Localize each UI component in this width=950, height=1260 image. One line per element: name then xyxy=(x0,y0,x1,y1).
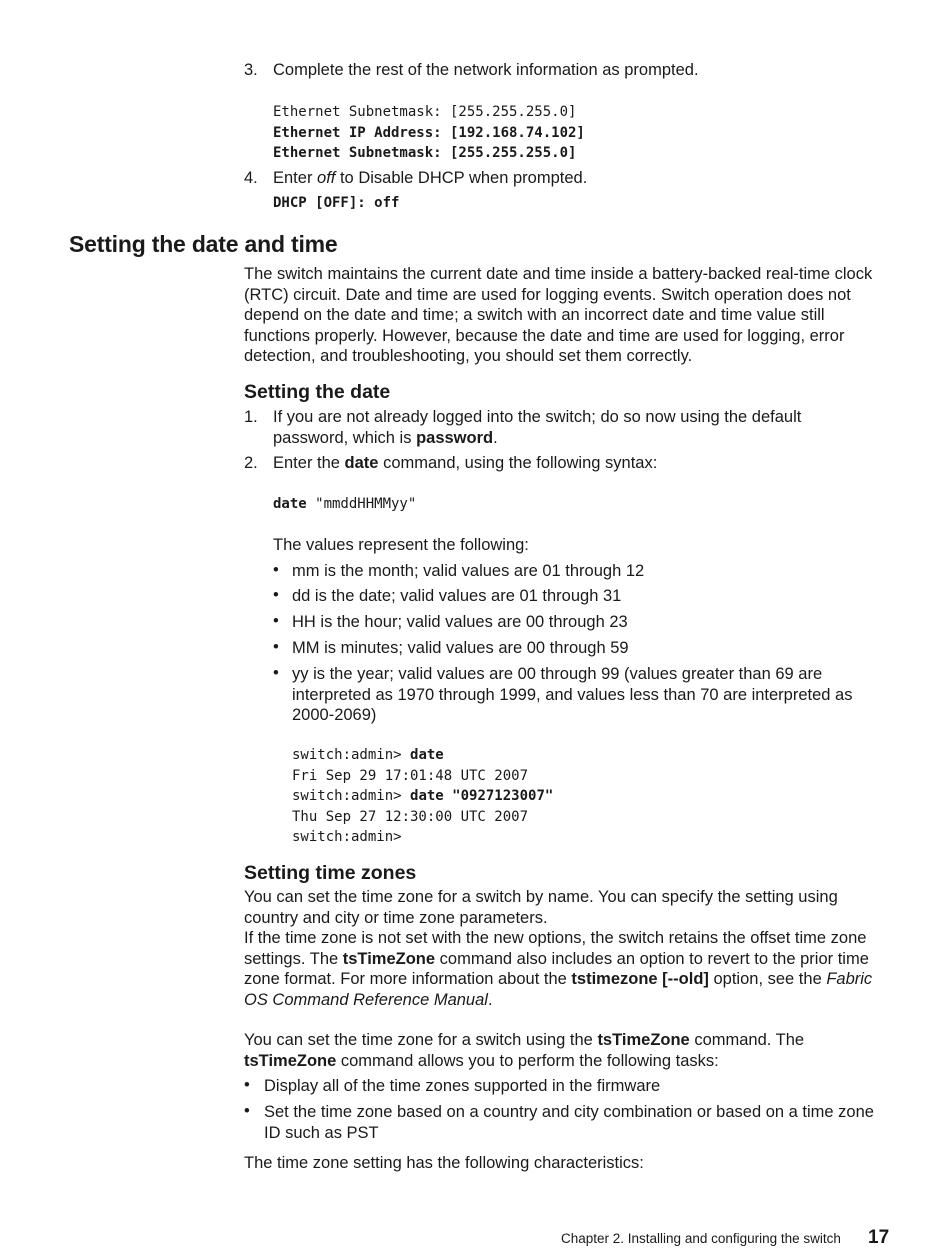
text-run: command also includes an option to revert to the prior time zone format. For more information about the xyxy=(244,949,869,989)
code-line: Ethernet Subnetmask: [255.255.255.0] xyxy=(273,104,577,120)
code-block-network xyxy=(273,102,585,164)
bullet-item: Set the time zone based on a country and city combination or based on a time zone ID such as PST xyxy=(264,1103,874,1142)
bullet-item: mm is the month; valid values are 01 through 12 xyxy=(292,562,645,580)
step-number: 4. xyxy=(244,169,258,187)
text-run: Enter xyxy=(273,169,318,187)
bold-text: tstimezone [--old] xyxy=(571,970,709,989)
text-run: If the time zone is not set with the new options, the switch retains the offset time zone settings. The xyxy=(244,929,867,968)
tz-paragraph: You can set the time zone for a switch by name. You can specify the setting using country and city or time zone parameters. xyxy=(244,888,838,927)
subsection-heading: Setting the date xyxy=(244,381,391,403)
code-line: Ethernet Subnetmask: [255.255.255.0] xyxy=(273,145,577,161)
code-line xyxy=(292,786,553,807)
code-line xyxy=(292,745,553,766)
text-run: . xyxy=(487,990,493,1009)
code-prompt: switch:admin> xyxy=(292,747,411,763)
text-run: option, see the xyxy=(708,970,827,989)
text-run: command, using the following syntax: xyxy=(378,454,658,472)
footer-chapter: Chapter 2. Installing and configuring the switch xyxy=(561,1231,841,1246)
syntax-argument: "mmddHHMMyy" xyxy=(306,496,417,512)
values-intro: The values represent the following: xyxy=(273,536,529,554)
code-prompt: switch:admin> xyxy=(292,829,402,845)
code-line xyxy=(292,827,553,848)
step-number: 3. xyxy=(244,61,258,79)
text-run: Enter the xyxy=(273,454,345,472)
code-block-example xyxy=(292,745,553,848)
step-text: Complete the rest of the network information as prompted. xyxy=(273,61,699,79)
text-run: command allows you to perform the following tasks: xyxy=(336,1051,719,1070)
intro-paragraph: The switch maintains the current date and time inside a battery-backed real-time clock (RTC) circuit. Date and time are used for logging events. Switch operation does not depend on the date and time; a switch with an incorrect date and time value still functions properly. However, because the date and time are used for logging, error detection, and troubleshooting, you should set them correctly. xyxy=(244,265,873,366)
code-output: Fri Sep 29 17:01:48 UTC 2007 xyxy=(292,767,529,784)
code-command: date "0927123007" xyxy=(410,788,554,804)
bold-text: password xyxy=(416,428,494,447)
text-run: . xyxy=(493,428,498,447)
step-text xyxy=(273,168,587,189)
tz-paragraph xyxy=(244,928,884,1010)
emphasis-text: off xyxy=(317,169,336,187)
bullet-item: yy is the year; valid values are 00 through 99 (values greater than 69 are interpreted as 1970 through 1999, and values less than 70 are interpreted as 2000-2069) xyxy=(292,665,853,725)
section-heading: Setting the date and time xyxy=(69,231,338,257)
text-run: to Disable DHCP when prompted. xyxy=(335,169,588,187)
bullet-item: MM is minutes; valid values are 00 through 59 xyxy=(292,639,629,657)
manual-title: Fabric OS Command Reference Manual xyxy=(244,970,873,1009)
step-number: 2. xyxy=(244,454,258,472)
subsection-heading: Setting time zones xyxy=(244,862,417,884)
bullet-dot: • xyxy=(273,638,279,656)
bold-text: tsTimeZone xyxy=(244,1051,337,1070)
bullet-item: HH is the hour; valid values are 00 through 23 xyxy=(292,613,628,631)
code-line: DHCP [OFF]: off xyxy=(273,195,400,211)
code-command: date xyxy=(410,747,444,763)
text-run: command. The xyxy=(689,1031,805,1049)
tz-closing: The time zone setting has the following characteristics: xyxy=(244,1154,644,1172)
bullet-item: Display all of the time zones supported in the firmware xyxy=(264,1077,661,1095)
bold-text: tsTimeZone xyxy=(597,1031,690,1049)
code-line: Ethernet IP Address: [192.168.74.102] xyxy=(273,124,585,141)
syntax-command: date xyxy=(273,496,307,512)
tz-paragraph xyxy=(244,1030,884,1071)
bullet-dot: • xyxy=(273,561,279,579)
code-prompt: switch:admin> xyxy=(292,788,411,804)
code-line xyxy=(292,807,553,828)
bullet-dot: • xyxy=(244,1076,250,1094)
code-line xyxy=(292,766,553,787)
code-output: Thu Sep 27 12:30:00 UTC 2007 xyxy=(292,808,529,825)
bullet-dot: • xyxy=(273,664,279,682)
bullet-item: dd is the date; valid values are 01 through 31 xyxy=(292,587,622,605)
bold-text: tsTimeZone xyxy=(342,949,436,968)
bullet-dot: • xyxy=(273,586,279,604)
step-number: 1. xyxy=(244,408,258,426)
bullet-dot: • xyxy=(273,612,279,630)
step-text xyxy=(273,453,657,474)
page-number: 17 xyxy=(868,1227,890,1248)
text-run: If you are not already logged into the switch; do so now using the default password, which is xyxy=(273,408,802,447)
step-text xyxy=(273,407,873,448)
syntax-line xyxy=(273,494,416,515)
text-run: You can set the time zone for a switch using the xyxy=(244,1031,598,1049)
bullet-dot: • xyxy=(244,1102,250,1120)
bold-text: date xyxy=(344,454,379,472)
